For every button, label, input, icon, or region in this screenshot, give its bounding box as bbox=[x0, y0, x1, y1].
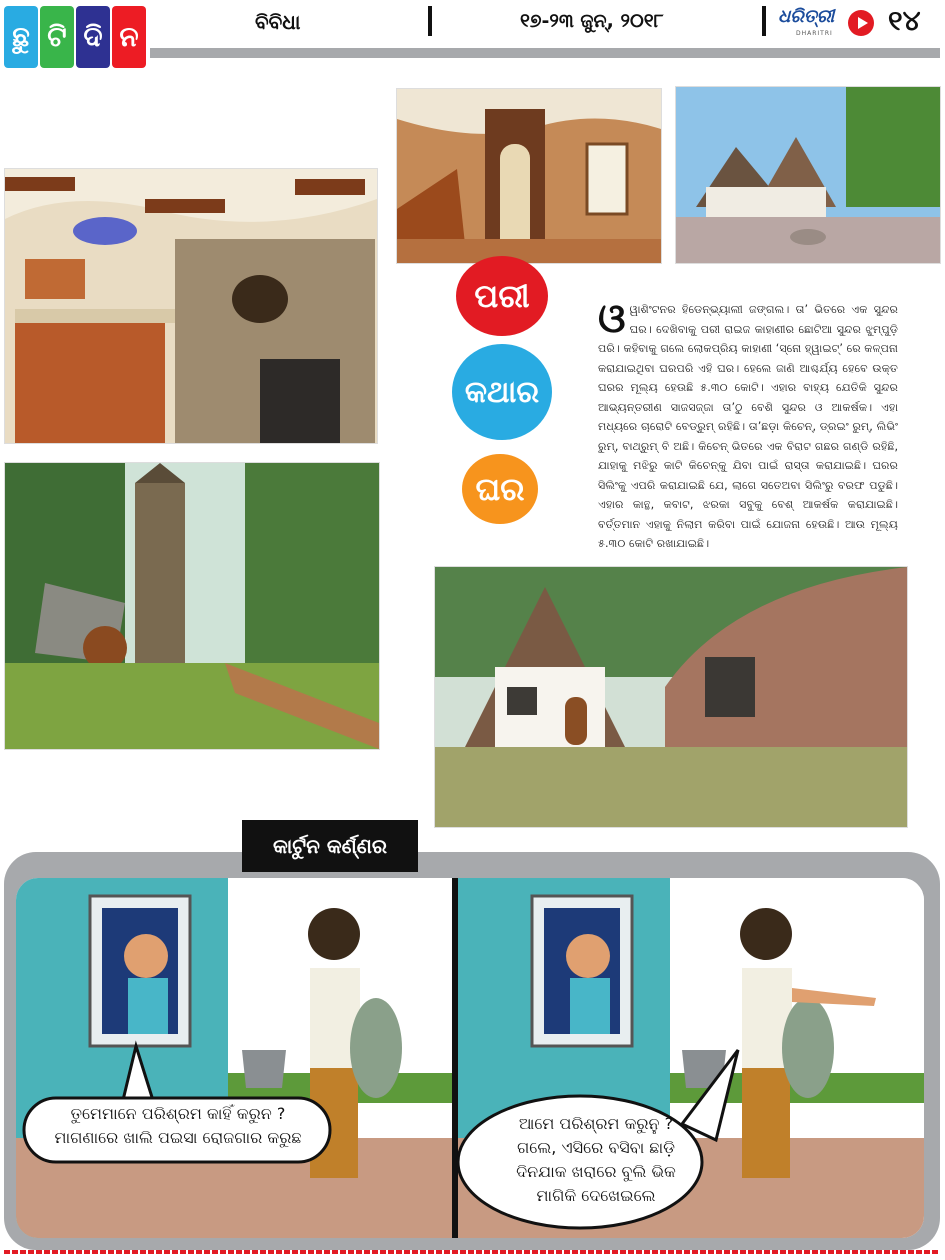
section-title: ବିବିଧା bbox=[255, 10, 301, 34]
title-word-3: ଘର bbox=[462, 454, 538, 524]
cartoon-illustration bbox=[16, 878, 924, 1238]
header-divider bbox=[428, 6, 432, 36]
issue-date: ୧୭-୨୩ ଜୁନ୍, ୨୦୧୮ bbox=[520, 10, 664, 32]
tree-house-waterwheel-photo bbox=[4, 462, 380, 750]
speech-bubble-1 bbox=[26, 1102, 330, 1150]
header-divider bbox=[762, 6, 766, 36]
brand-logo bbox=[4, 6, 146, 68]
kitchen-interior-photo bbox=[4, 168, 378, 444]
article-dropcap: ଓ bbox=[598, 296, 626, 342]
play-icon bbox=[848, 10, 874, 36]
speech-line: ତୁମେମାନେ ପରିଶ୍ରମ କାହିଁ କରୁନ ? bbox=[70, 1104, 286, 1123]
cartoon-corner-label: କାର୍ଟୁନ କର୍ଣ୍ଣର bbox=[242, 820, 418, 872]
footer-rule bbox=[4, 1250, 940, 1254]
speech-line: ମାଗିକି ଦେଖେଇଲେ bbox=[536, 1186, 656, 1205]
article-body bbox=[598, 296, 898, 554]
cartoon-strip bbox=[16, 878, 924, 1238]
tree-stairway-photo bbox=[396, 88, 662, 264]
newspaper-logo-sub: DHARITRI bbox=[796, 30, 833, 37]
brand-letter: ନ bbox=[112, 6, 146, 68]
brand-letter: ଛୁ bbox=[4, 6, 38, 68]
courtyard-cottages-photo bbox=[675, 86, 941, 264]
page-number: ୧୪ bbox=[888, 4, 921, 37]
speech-bubble-2 bbox=[476, 1112, 716, 1208]
header-rule bbox=[150, 48, 940, 58]
article-text: ୱାଶିଂଟନର ହିଡେନ୍‌ଭ୍ୟାଲୀ ଜଙ୍ଗଲ। ତା’ ଭିତରେ ଏକ ସୁନ୍ଦର ଘର। ଦେଖିବାକୁ ପରୀ ରାଇଜ କାହାଣୀର ଛୋଟିଆ ସୁନ୍ଦର ଝୁମ୍ପୁଡ଼ି ପରି। କହିବାକୁ ଗଲେ ଲୋକପ୍ରିୟ କାହାଣୀ ‘ସ୍ନୋ ହ୍ୱାଇଟ୍’ ରେ କଳ୍ପନା କରାଯାଇଥିବା ଘରପରି ଏହି ଘର। ହେଲେ ଜାଣି ଆଶ୍ଚର୍ଯ୍ୟ ହେବେ ଉକ୍ତ ଘରର ମୂଲ୍ୟ ହେଉଛି ୫.୩୦ କୋଟି। ଏହାର ବାହ୍ୟ ଯେତିକି ସୁନ୍ଦର ଆଭ୍ୟନ୍ତରୀଣ ସାଜସଜ୍ଜା ତା’ଠୁ ବେଶି ସୁନ୍ଦର ଓ ଆକର୍ଷକ। ଏହା ମଧ୍ୟରେ ଚାରୋଟି ବେଡ୍‌ରୁମ୍ ରହିଛି। ତା’ଛଡ଼ା କିଚେନ୍, ଡ୍ରଇଂ ରୁମ୍, ଲିଭିଂ ରୁମ୍, ବାଥ୍‌ରୁମ୍ ବି ଅଛି। କିଚେନ୍ ଭିତରେ ଏକ ବିରାଟ ଗଛର ଗଣ୍ଡି ରହିଛି, ଯାହାକୁ ମଝିରୁ କାଟି କିଚେନ୍‌କୁ ଯିବା ପାଇଁ ରାସ୍ତା କରାଯାଇଛି। ଘରର ସିଲିଂକୁ ଏପରି କରାଯାଇଛି ଯେ, ଲାଗେ ସତେଅବା ସିଲିଂରୁ ବରଫ ପଡୁଛି। ଏହାର କାନ୍ଥ, କବାଟ, ଝରକା ସବୁକୁ ବେଶ୍ ଆକର୍ଷକ କରାଯାଇଛି। ବର୍ତ୍ତମାନ ଏହାକୁ ନିଲାମ କରିବା ପାଇଁ ଯୋଜନା ହେଉଛି। ଆଉ ମୂଲ୍ୟ ୫.୩୦ କୋଟି ରଖାଯାଇଛି। bbox=[598, 303, 898, 550]
title-word-2: କଥାର bbox=[452, 344, 552, 440]
speech-line: ଗଲେ, ଏସିରେ ବସିବା ଛାଡ଼ି bbox=[517, 1138, 675, 1157]
cottage-exterior-photo bbox=[434, 566, 908, 828]
brand-letter: ଦି bbox=[76, 6, 110, 68]
speech-line: ମାଗଣାରେ ଖାଲି ପଇସା ରୋଜଗାର କରୁଛ bbox=[54, 1128, 302, 1147]
newspaper-logo: ଧରିତ୍ରୀ bbox=[778, 6, 835, 27]
speech-line: ଆମେ ପରିଶ୍ରମ କରୁନୁ ? bbox=[518, 1114, 674, 1133]
title-word-1: ପରୀ bbox=[456, 256, 548, 336]
speech-line: ଦିନଯାକ ଖରାରେ ବୁଲି ଭିକ bbox=[516, 1162, 676, 1181]
brand-letter: ଟି bbox=[40, 6, 74, 68]
